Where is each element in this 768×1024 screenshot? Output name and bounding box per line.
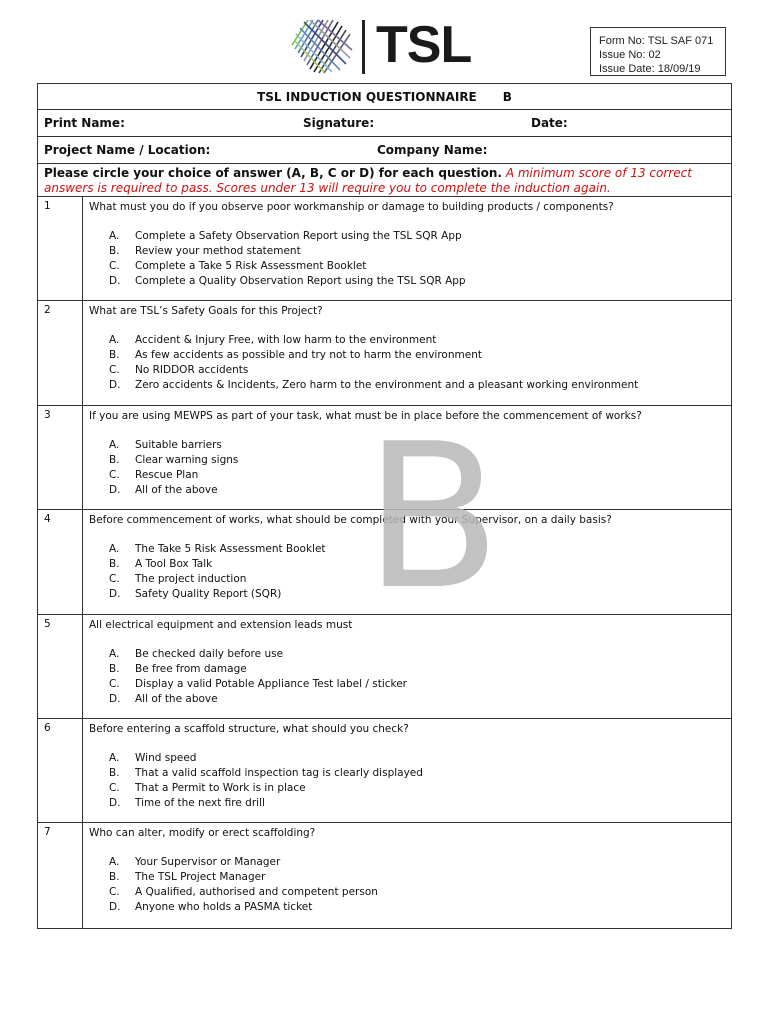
option-letter: A.	[109, 543, 120, 555]
answer-option[interactable]	[109, 274, 731, 289]
question-number: 2	[38, 301, 83, 406]
option-text: All of the above	[135, 693, 218, 705]
issue-number: Issue No: 02	[599, 49, 661, 61]
answer-option[interactable]	[109, 542, 731, 557]
question-text: Before commencement of works, what should be completed with your Supervisor, on a daily basis?	[89, 514, 612, 526]
question-text: All electrical equipment and extension leads must	[89, 619, 353, 631]
option-text: That a Permit to Work is in place	[135, 782, 306, 794]
option-letter: D.	[109, 275, 121, 287]
answer-option[interactable]	[109, 587, 731, 602]
option-letter: B.	[109, 245, 120, 257]
option-letter: A.	[109, 230, 120, 242]
answer-option[interactable]	[109, 378, 731, 393]
option-text: Wind speed	[135, 752, 197, 764]
question-row	[38, 510, 732, 615]
option-text: Display a valid Potable Appliance Test label / sticker	[135, 678, 408, 690]
option-text: Be checked daily before use	[135, 648, 284, 660]
signature-label: Signature:	[303, 116, 375, 130]
title-row	[38, 84, 732, 110]
answer-option[interactable]	[109, 259, 731, 274]
question-cell	[83, 719, 732, 823]
option-letter: D.	[109, 484, 121, 496]
date-label: Date:	[531, 116, 568, 130]
answer-options	[109, 438, 731, 498]
option-text: Complete a Quality Observation Report using the TSL SQR App	[135, 275, 466, 287]
option-text: Be free from damage	[135, 663, 247, 675]
option-letter: A.	[109, 856, 120, 868]
answer-option[interactable]	[109, 557, 731, 572]
question-cell	[83, 301, 732, 406]
project-fields-row	[38, 137, 732, 164]
option-text: No RIDDOR accidents	[135, 364, 249, 376]
question-cell	[83, 406, 732, 510]
question-row	[38, 615, 732, 719]
question-text: If you are using MEWPS as part of your task, what must be in place before the commencement of works?	[89, 410, 642, 422]
answer-options	[109, 751, 731, 811]
instructions-row	[38, 164, 732, 197]
answer-option[interactable]	[109, 453, 731, 468]
option-letter: A.	[109, 439, 120, 451]
question-number: 4	[38, 510, 83, 615]
answer-option[interactable]	[109, 572, 731, 587]
option-text: The TSL Project Manager	[135, 871, 266, 883]
questionnaire-table	[37, 83, 732, 929]
option-letter: C.	[109, 573, 120, 585]
question-cell	[83, 510, 732, 615]
answer-option[interactable]	[109, 348, 731, 363]
question-text: Who can alter, modify or erect scaffolding?	[89, 827, 316, 839]
option-text: Your Supervisor or Manager	[135, 856, 281, 868]
instructions-cell	[38, 164, 732, 197]
option-text: Accident & Injury Free, with low harm to the environment	[135, 334, 437, 346]
option-letter: C.	[109, 678, 120, 690]
answer-option[interactable]	[109, 662, 731, 677]
form-version-letter: B	[502, 89, 512, 104]
option-letter: B.	[109, 767, 120, 779]
question-row	[38, 406, 732, 510]
answer-option[interactable]	[109, 885, 731, 900]
option-letter: B.	[109, 349, 120, 361]
option-text: A Qualified, authorised and competent person	[135, 886, 378, 898]
option-letter: D.	[109, 693, 121, 705]
form-info-box	[590, 27, 726, 76]
option-text: Anyone who holds a PASMA ticket	[135, 901, 313, 913]
version-watermark: B	[364, 401, 502, 634]
option-letter: D.	[109, 797, 121, 809]
answer-options	[109, 229, 731, 289]
option-text: As few accidents as possible and try not to harm the environment	[135, 349, 482, 361]
print-name-label: Print Name:	[44, 116, 125, 130]
answer-options	[109, 647, 731, 707]
option-letter: D.	[109, 588, 121, 600]
form-title: TSL INDUCTION QUESTIONNAIRE	[257, 89, 477, 104]
answer-option[interactable]	[109, 870, 731, 885]
answer-option[interactable]	[109, 692, 731, 707]
option-letter: B.	[109, 871, 120, 883]
name-fields-row	[38, 110, 732, 137]
question-cell	[83, 615, 732, 719]
project-fields-cell[interactable]	[38, 137, 732, 164]
option-letter: C.	[109, 364, 120, 376]
question-number: 1	[38, 197, 83, 301]
question-number: 6	[38, 719, 83, 823]
option-letter: B.	[109, 663, 120, 675]
answer-options	[109, 855, 731, 915]
tsl-logo-mark-icon	[288, 14, 354, 76]
question-cell	[83, 823, 732, 929]
question-row	[38, 823, 732, 929]
answer-option[interactable]	[109, 781, 731, 796]
question-number: 5	[38, 615, 83, 719]
option-text: Time of the next fire drill	[135, 797, 265, 809]
form-number: Form No: TSL SAF 071	[599, 35, 714, 47]
option-letter: C.	[109, 469, 120, 481]
option-text: Complete a Take 5 Risk Assessment Booklet	[135, 260, 367, 272]
instructions-text: Please circle your choice of answer (A, B, C or D) for each question.	[44, 166, 502, 180]
tsl-logo	[288, 14, 488, 76]
logo-wordmark: TSL	[376, 16, 472, 74]
option-text: That a valid scaffold inspection tag is clearly displayed	[135, 767, 423, 779]
answer-option[interactable]	[109, 244, 731, 259]
option-text: Complete a Safety Observation Report using the TSL SQR App	[135, 230, 462, 242]
answer-option[interactable]	[109, 647, 731, 662]
option-text: The project induction	[135, 573, 247, 585]
option-letter: C.	[109, 886, 120, 898]
title-cell	[38, 84, 732, 110]
option-text: All of the above	[135, 484, 218, 496]
option-text: Clear warning signs	[135, 454, 239, 466]
answer-option[interactable]	[109, 229, 731, 244]
pass-requirement-text: A minimum score of 13 correct answers is required to pass. Scores under 13 will require you to complete the induction again.	[44, 166, 692, 195]
question-number: 7	[38, 823, 83, 929]
option-text: Rescue Plan	[135, 469, 199, 481]
option-letter: B.	[109, 454, 120, 466]
option-letter: C.	[109, 782, 120, 794]
answer-option[interactable]	[109, 855, 731, 870]
answer-options	[109, 333, 731, 393]
option-text: Safety Quality Report (SQR)	[135, 588, 282, 600]
answer-option[interactable]	[109, 677, 731, 692]
logo-divider	[362, 20, 365, 74]
question-row	[38, 719, 732, 823]
option-letter: C.	[109, 260, 120, 272]
option-text: The Take 5 Risk Assessment Booklet	[135, 543, 326, 555]
option-text: Suitable barriers	[135, 439, 222, 451]
question-text: What must you do if you observe poor workmanship or damage to building products / components?	[89, 201, 614, 213]
answer-option[interactable]	[109, 468, 731, 483]
answer-option[interactable]	[109, 363, 731, 378]
option-letter: D.	[109, 379, 121, 391]
question-number: 3	[38, 406, 83, 510]
answer-option[interactable]	[109, 766, 731, 781]
question-row	[38, 301, 732, 406]
option-text: A Tool Box Talk	[135, 558, 213, 570]
answer-option[interactable]	[109, 438, 731, 453]
project-name-label: Project Name / Location:	[44, 143, 211, 157]
answer-option[interactable]	[109, 483, 731, 498]
answer-option[interactable]	[109, 333, 731, 348]
company-name-label: Company Name:	[377, 143, 488, 157]
answer-option[interactable]	[109, 796, 731, 811]
option-text: Review your method statement	[135, 245, 301, 257]
question-cell	[83, 197, 732, 301]
issue-date: Issue Date: 18/09/19	[599, 63, 701, 75]
option-letter: A.	[109, 334, 120, 346]
option-letter: A.	[109, 752, 120, 764]
option-letter: D.	[109, 901, 121, 913]
question-text: Before entering a scaffold structure, what should you check?	[89, 723, 409, 735]
answer-options	[109, 542, 731, 602]
answer-option[interactable]	[109, 900, 731, 915]
option-text: Zero accidents & Incidents, Zero harm to the environment and a pleasant working environment	[135, 379, 639, 391]
option-letter: A.	[109, 648, 120, 660]
option-letter: B.	[109, 558, 120, 570]
question-row	[38, 197, 732, 301]
answer-option[interactable]	[109, 751, 731, 766]
question-text: What are TSL’s Safety Goals for this Project?	[89, 305, 323, 317]
name-fields-cell[interactable]	[38, 110, 732, 137]
